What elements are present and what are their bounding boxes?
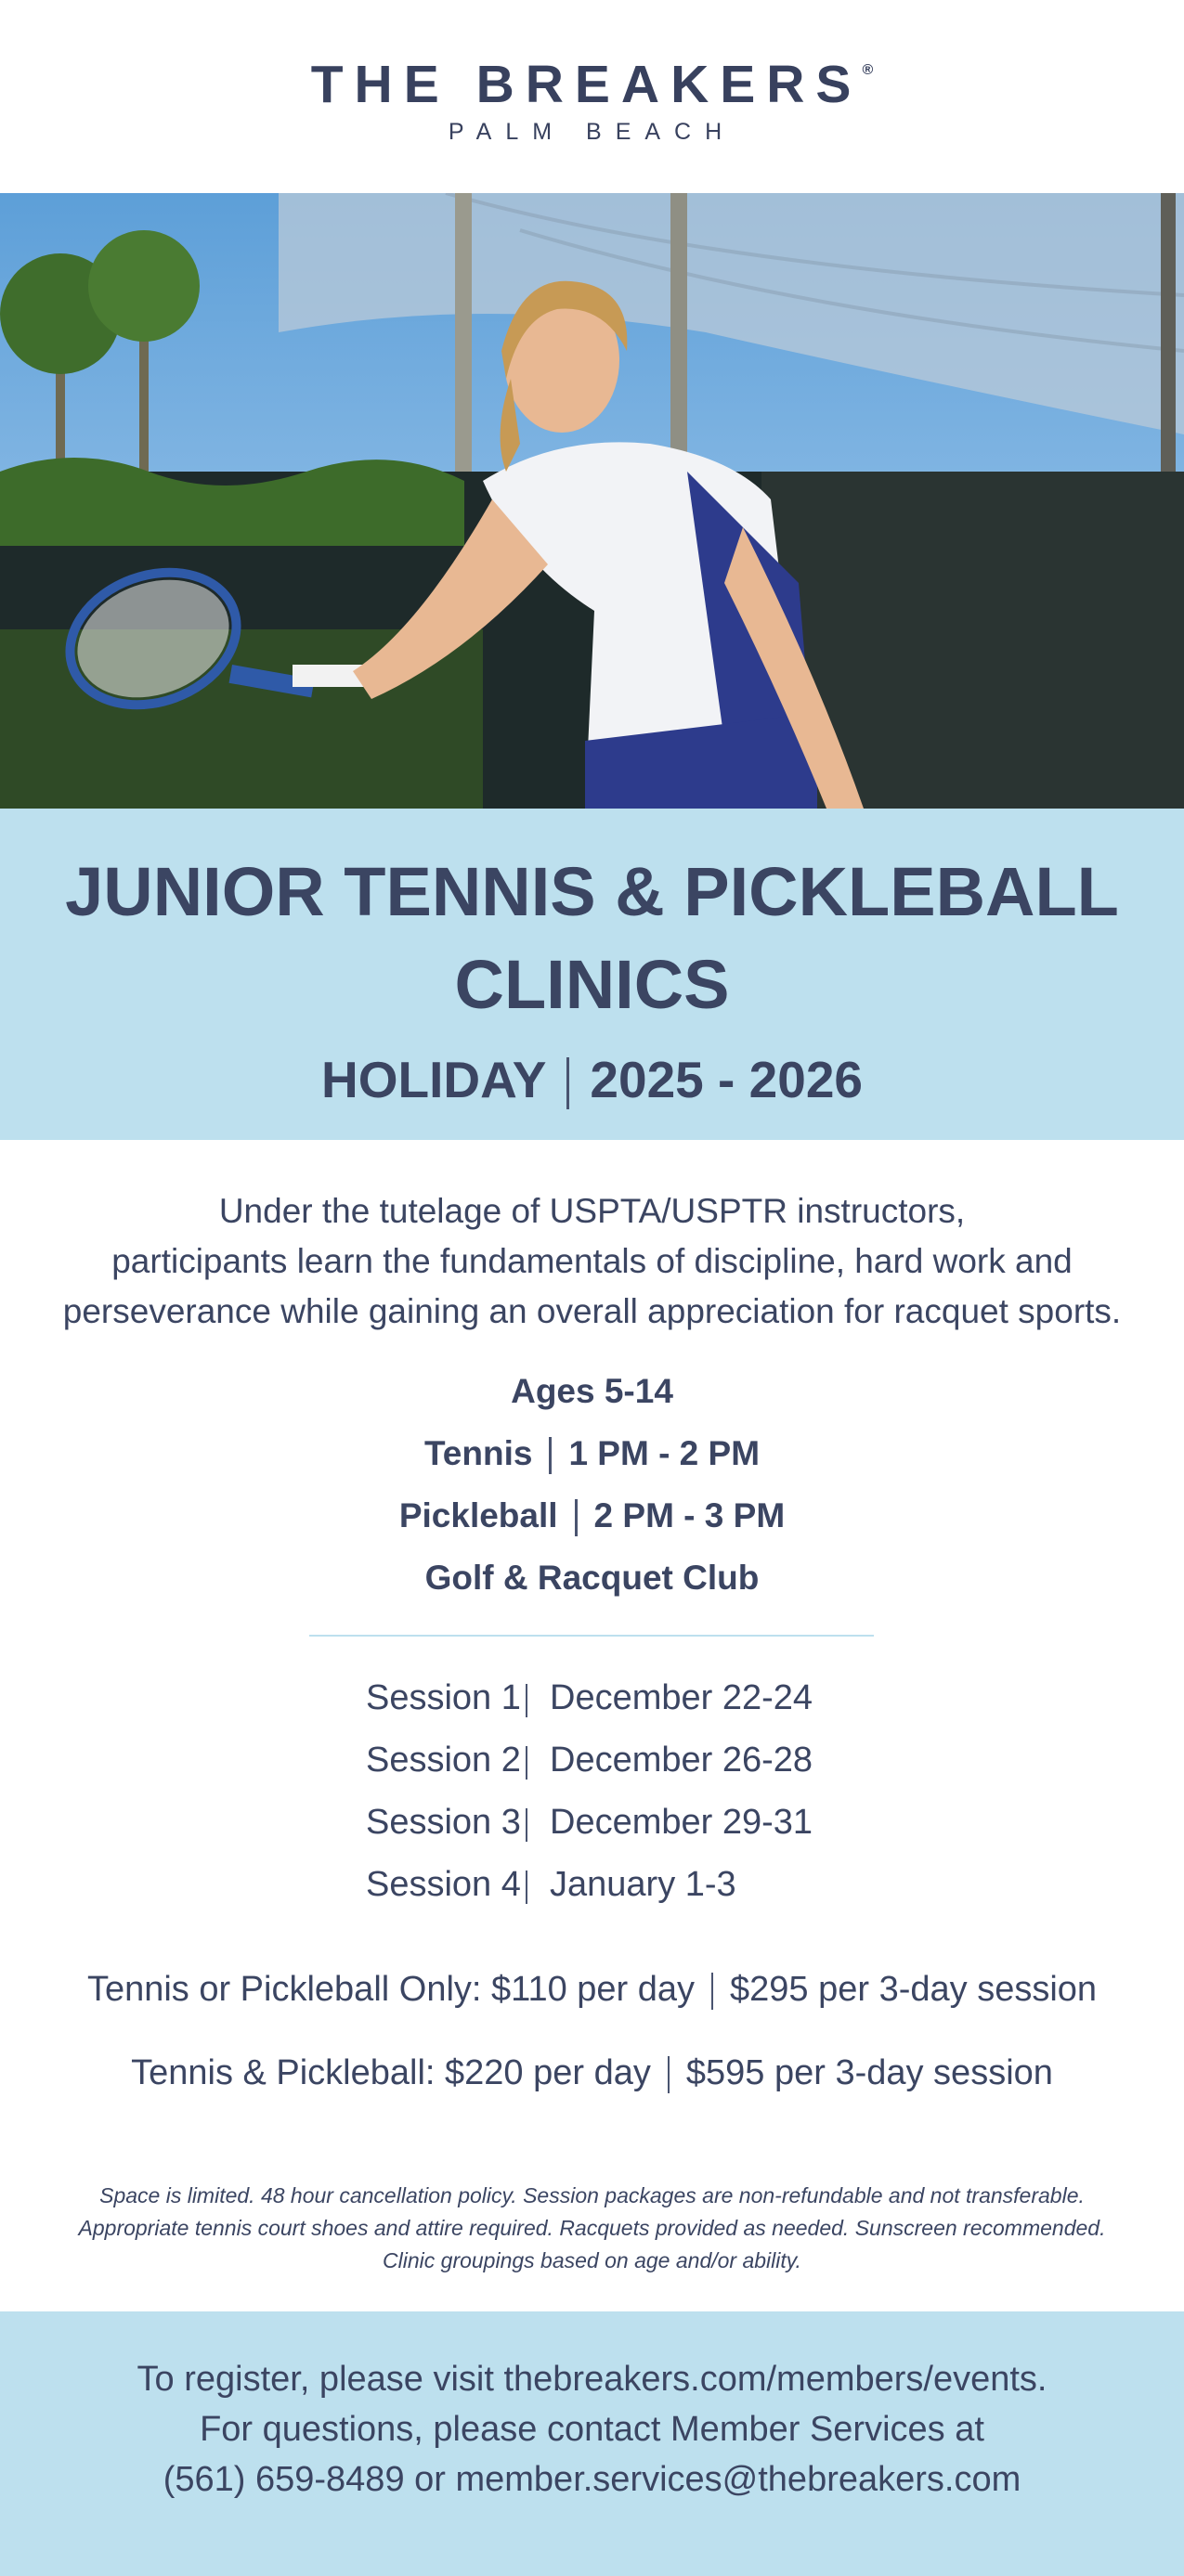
contact-info <box>0 2354 1184 2505</box>
divider <box>549 1437 552 1474</box>
fine-print <box>0 2180 1184 2277</box>
description-line: participants learn the fundamentals of discipline, hard work and <box>111 1242 1073 1280</box>
session-dates: January 1-3 <box>550 1865 736 1904</box>
tennis-time-row <box>0 1422 1184 1484</box>
divider <box>566 1057 569 1109</box>
price-session: $295 per 3-day session <box>730 1970 1098 2009</box>
session-dates: December 26-28 <box>550 1741 813 1780</box>
session-name: Session 2 <box>366 1741 521 1780</box>
clinic-info <box>0 1360 1184 1609</box>
fine-print-line: Clinic groupings based on age and/or ability. <box>383 2248 801 2272</box>
session-dates: December 22-24 <box>550 1678 813 1717</box>
hero-photo-illustration <box>0 193 1184 809</box>
title-line-1: JUNIOR TENNIS & PICKLEBALL <box>65 853 1119 930</box>
tennis-time: 1 PM - 2 PM <box>568 1434 761 1472</box>
logo-wordmark <box>0 54 1184 115</box>
divider <box>526 1746 527 1780</box>
description-line: perseverance while gaining an overall appreciation for racquet sports. <box>62 1292 1122 1330</box>
pickleball-time-row <box>0 1484 1184 1547</box>
pickleball-label: Pickleball <box>398 1496 558 1534</box>
register-line[interactable]: To register, please visit thebreakers.com/members/events. <box>137 2360 1047 2399</box>
divider <box>526 1808 527 1842</box>
session-name: Session 4 <box>366 1865 521 1904</box>
price-row <box>0 1970 1184 2010</box>
phone-email-line[interactable]: (561) 659-8489 or member.services@thebreakers.com <box>163 2460 1021 2499</box>
session-list <box>0 1667 1184 1916</box>
divider <box>526 1684 527 1717</box>
price-row <box>0 2053 1184 2093</box>
logo-location: PALM BEACH <box>448 119 736 145</box>
registered-mark: ® <box>862 62 874 78</box>
price-label: Tennis or Pickleball Only: $110 per day <box>86 1970 696 2009</box>
fine-print-line: Space is limited. 48 hour cancellation policy. Session packages are non-refundable and not transferable. <box>99 2183 1085 2207</box>
divider <box>526 1871 527 1904</box>
ages: Ages 5-14 <box>511 1372 673 1410</box>
season-label: HOLIDAY <box>320 1051 547 1108</box>
questions-line: For questions, please contact Member Services at <box>200 2410 984 2449</box>
page-title <box>0 846 1184 1031</box>
price-session: $595 per 3-day session <box>685 2053 1053 2092</box>
session-row <box>0 1854 1184 1916</box>
description <box>0 1186 1184 1337</box>
session-row <box>0 1667 1184 1729</box>
season-years: 2025 - 2026 <box>590 1051 864 1108</box>
pickleball-time: 2 PM - 3 PM <box>593 1496 786 1534</box>
season-subtitle <box>0 1050 1184 1109</box>
title-band <box>0 809 1184 1140</box>
divider <box>711 1973 713 2010</box>
logo-name: THE BREAKERS <box>310 55 863 114</box>
session-dates: December 29-31 <box>550 1803 813 1842</box>
session-row <box>0 1792 1184 1854</box>
contact-band <box>0 2311 1184 2576</box>
session-name: Session 3 <box>366 1803 521 1842</box>
hero-photo <box>0 193 1184 809</box>
session-row <box>0 1729 1184 1792</box>
divider <box>575 1499 578 1536</box>
fine-print-line: Appropriate tennis court shoes and attire required. Racquets provided as needed. Sunscreen recommended. <box>78 2216 1106 2240</box>
clinic-location: Golf & Racquet Club <box>424 1559 760 1597</box>
price-label: Tennis & Pickleball: $220 per day <box>131 2053 651 2092</box>
title-line-2: CLINICS <box>454 946 730 1023</box>
section-divider <box>309 1635 874 1637</box>
divider <box>668 2056 670 2093</box>
tennis-label: Tennis <box>423 1434 533 1472</box>
description-line: Under the tutelage of USPTA/USPTR instructors, <box>218 1192 966 1230</box>
logo <box>0 0 1184 193</box>
session-name: Session 1 <box>366 1678 521 1717</box>
